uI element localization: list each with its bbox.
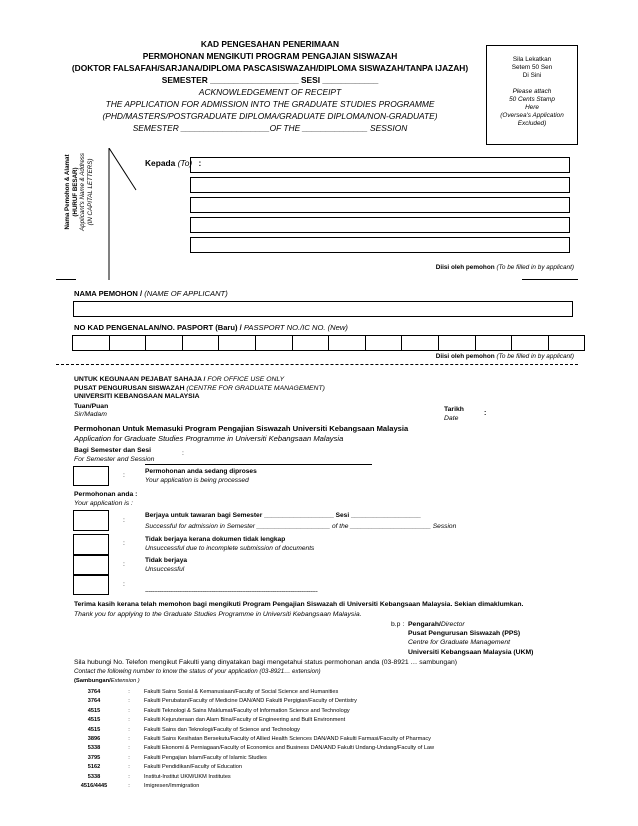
address-line-5[interactable] xyxy=(190,237,570,253)
remarks-dashed-line: ------------------------------------------------------------------------------------------------ xyxy=(145,588,318,595)
applicant-name-label: NAMA PEMOHON / (NAME OF APPLICANT) xyxy=(74,289,228,298)
nric-cell[interactable] xyxy=(548,335,586,351)
filled-by-applicant-note: Diisi oleh pemohon (To be filled in by applicant) xyxy=(435,264,574,271)
subject: Permohonan Untuk Memasuki Program Pengajian Siswazah Universiti Kebangsaan Malaysia Application for Graduate Studies Programme in Universiti Kebangsaan Malaysia xyxy=(74,424,409,443)
header-line: PERMOHONAN MENGIKUTI PROGRAM PENGAJIAN SISWAZAH xyxy=(142,51,398,61)
fold-mark-right xyxy=(522,279,578,280)
nric-label: NO KAD PENGENALAN/NO. PASPORT (Baru) / PASSPORT NO./IC NO. (New) xyxy=(74,323,348,332)
status-unsuccessful: Tidak berjaya Unsuccessful xyxy=(145,557,188,574)
nric-cell[interactable] xyxy=(255,335,293,351)
form-header xyxy=(60,38,480,134)
fold-mark-left xyxy=(56,279,76,280)
header-line: SEMESTER ___________________ SESI ____________ xyxy=(161,75,379,85)
nric-cell[interactable] xyxy=(511,335,549,351)
your-application-label: Permohonan anda : Your application is : xyxy=(74,491,138,508)
stamp-box xyxy=(486,45,578,145)
header-line-en: (PHD/MASTERS/POSTGRADUATE DIPLOMA/GRADUATE DIPLOMA/NON-GRADUATE) xyxy=(102,111,438,121)
list-item: 3764 : Fakulti Sains Sosial & Kemanusiaan/Faculty of Social Science and Humanities xyxy=(87,689,339,695)
list-item: 5162 : Fakulti Pendidikan/Faculty of Education xyxy=(87,764,242,771)
address-line-4[interactable] xyxy=(190,217,570,233)
stamp-text: Setem 50 Sen xyxy=(511,64,553,71)
nric-field[interactable] xyxy=(73,335,585,351)
status-checkbox-processing[interactable] xyxy=(73,466,109,486)
nric-cell[interactable] xyxy=(292,335,330,351)
nric-cell[interactable] xyxy=(365,335,403,351)
signature-block: Pengarah/Director Pusat Pengurusan Siswazah (PPS) Centre for Graduate Management Universiti Kebangsaan Malaysia (UKM) xyxy=(408,621,534,656)
date-colon: : xyxy=(484,410,487,417)
address-line-3[interactable] xyxy=(190,197,570,213)
extension-header: (Sambungan/Extension ) xyxy=(74,678,140,684)
stamp-text-en: 50 Cents Stamp xyxy=(509,96,555,103)
header-line-en: ACKNOWLEDGEMENT OF RECEIPT xyxy=(198,87,342,97)
stamp-text-en: Excluded) xyxy=(517,120,547,127)
colon: : xyxy=(123,540,125,547)
side-label: Nama Pemohon & Alamat (HURUF BESAR) Applicant's Name & Address (IN CAPITAL LETTERS) xyxy=(64,153,94,231)
status-checkbox-successful[interactable] xyxy=(73,510,109,531)
header-title: KAD PENGESAHAN PENERIMAAN xyxy=(200,39,340,49)
list-item: 5338 : Fakulti Ekonomi & Perniagaan/Faculty of Economics and Business DAN/AND Fakulti Undang-Undang/Faculty of Law xyxy=(87,745,435,752)
nric-cell[interactable] xyxy=(182,335,220,351)
nric-cell[interactable] xyxy=(145,335,183,351)
nric-cell[interactable] xyxy=(401,335,439,351)
colon: : xyxy=(123,561,125,568)
list-item: 3764 : Fakulti Perubatan/Faculty of Medicine DAN/AND Fakulti Pergigian/Faculty of Dentistry xyxy=(87,698,357,705)
list-item: 4515 : Fakulti Sains dan Teknologi/Faculty of Science and Technology xyxy=(87,726,300,733)
header-line: (DOKTOR FALSAFAH/SARJANA/DIPLOMA PASCASISWAZAH/DIPLOMA SISWAZAH/TANPA IJAZAH) xyxy=(71,63,469,73)
header-line-en: SEMESTER ___________________OF THE ______________ SESSION xyxy=(132,123,408,133)
nric-cell[interactable] xyxy=(72,335,110,351)
stamp-text: Sila Lekatkan xyxy=(512,56,552,63)
stamp-text-en: Here xyxy=(525,104,539,111)
list-item: 3795 : Fakulti Pengajian Islam/Faculty of Islamic Studies xyxy=(87,754,267,761)
date-label: Tarikh Date xyxy=(444,406,464,422)
status-processing: Permohonan anda sedang diproses Your application is being processed xyxy=(145,468,257,485)
bp-label: b.p : xyxy=(391,621,405,628)
nric-cell[interactable] xyxy=(218,335,256,351)
nric-cell[interactable] xyxy=(438,335,476,351)
applicant-name-field[interactable] xyxy=(73,301,573,317)
stamp-text-en: (Oversea's Application xyxy=(500,112,564,119)
list-item: 5338 : Institut-Institut UKM/UKM Institutes xyxy=(87,773,231,780)
list-item: 4515 : Fakulti Teknologi & Sains Maklumat/Faculty of Information Science and Technology xyxy=(87,707,350,714)
status-checkbox-other[interactable] xyxy=(73,575,109,595)
contact-note: Sila hubungi No. Telefon mengikut Fakulti yang dinyatakan bagi mengetahui status permohonan anda (03-8921 … sambungan) Contact the following number to know the status of your application (03-8921… extension) xyxy=(74,659,458,675)
semester-line xyxy=(145,464,372,465)
status-checkbox-unsuccessful[interactable] xyxy=(73,555,109,575)
cut-line xyxy=(56,364,578,365)
to-label: Kepada (To) : xyxy=(145,158,202,168)
status-successful: Berjaya untuk tawaran bagi Semester ___________________ Sesi ___________________ Successful for admission in Semester ____________________ of the ______________________ Session xyxy=(145,512,457,530)
list-item: 4516/4445 : Imigresen/Immigration xyxy=(80,783,200,790)
nric-cell[interactable] xyxy=(109,335,147,351)
address-line-2[interactable] xyxy=(190,177,570,193)
address-line-1[interactable] xyxy=(190,157,570,173)
nric-cell[interactable] xyxy=(475,335,513,351)
colon: : xyxy=(123,581,125,588)
stamp-text-en: Please attach xyxy=(512,88,552,95)
semester-colon: : xyxy=(182,450,184,457)
colon: : xyxy=(123,472,125,479)
nric-cell[interactable] xyxy=(328,335,366,351)
list-item: 3896 : Fakulti Sains Kesihatan Bersekutu/Faculty of Allied Health Sciences DAN/AND Fakulti Farmasi/Faculty of Pharmacy xyxy=(87,736,431,743)
thank-you-note: Terima kasih kerana telah memohon bagi mengikuti Program Pengajian Siswazah di Universiti Kebangsaan Malaysia. Sekian dimaklumkan. Thank you for applying to the Graduate Studies Programme in Universiti Kebangsaan Malaysia. xyxy=(74,601,524,618)
stamp-text: Di Sini xyxy=(522,72,542,79)
office-section: UNTUK KEGUNAAN PEJABAT SAHAJA / FOR OFFICE USE ONLY PUSAT PENGURUSAN SISWAZAH (CENTRE FOR GRADUATE MANAGEMENT) UNIVERSITI KEBANGSAAN MALAYSIA Tuan/Puan Sir/Madam xyxy=(74,376,325,419)
status-checkbox-incomplete[interactable] xyxy=(73,534,109,555)
filled-by-applicant-note: Diisi oleh pemohon (To be filled in by applicant) xyxy=(435,353,574,360)
status-incomplete: Tidak berjaya kerana dokumen tidak lengkap Unsuccessful due to incomplete submission of documents xyxy=(145,536,315,553)
phone-extension-list xyxy=(74,688,434,791)
header-line-en: THE APPLICATION FOR ADMISSION INTO THE GRADUATE STUDIES PROGRAMME xyxy=(105,99,435,109)
list-item: 4515 : Fakulti Kejuruteraan dan Alam Bina/Faculty of Engineering and Built Environment xyxy=(87,717,346,724)
colon: : xyxy=(123,517,125,524)
semester-label: Bagi Semester dan Sesi For Semester and Session xyxy=(74,447,155,463)
